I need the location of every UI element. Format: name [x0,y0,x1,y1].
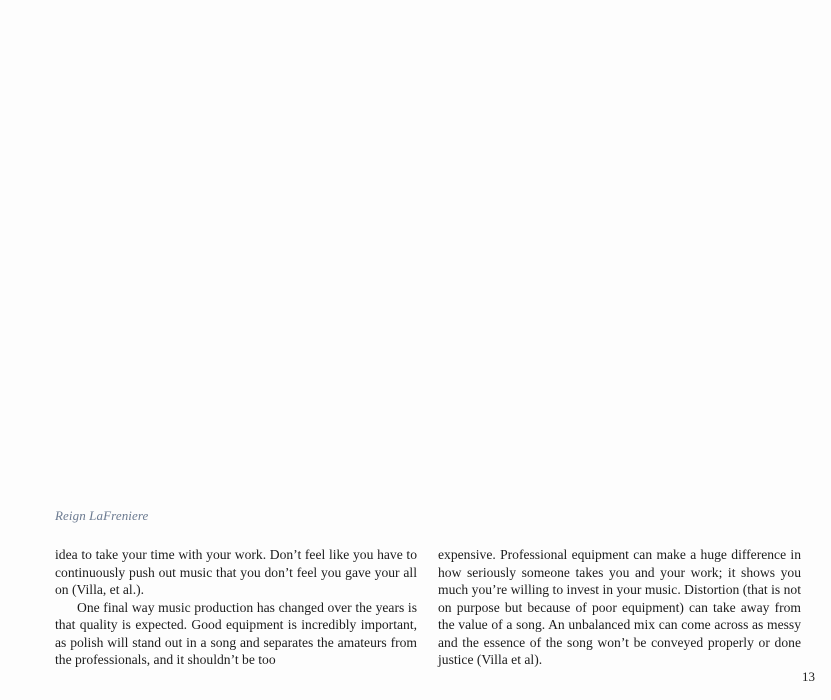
left-paragraph-continued: idea to take your time with your work. Don’t feel like you have to continuously push out music that you don’t feel you gave your all on (Villa, et al.). [55,547,417,597]
left-paragraph-quality: One final way music production has changed over the years is that quality is expected. Good equipment is incredibly important, as polish will stand out in a song and separates the amateurs from the professionals, and it shouldn’t be too [55,599,417,667]
left-text-column [55,546,417,669]
right-paragraph-continued: expensive. Professional equipment can make a huge difference in how seriously someone takes you and your work; it shows you much you’re willing to invest in your music. Distortion (that is not on purpose but because of poor equipment) can take away from the value of a song. An unbalanced mix can come across as messy and the essence of the song won’t be conveyed properly or done justice (Villa et al). [438,547,801,667]
page-number: 13 [802,669,815,684]
right-text-column [438,546,801,669]
author-byline: Reign LaFreniere [55,508,149,523]
